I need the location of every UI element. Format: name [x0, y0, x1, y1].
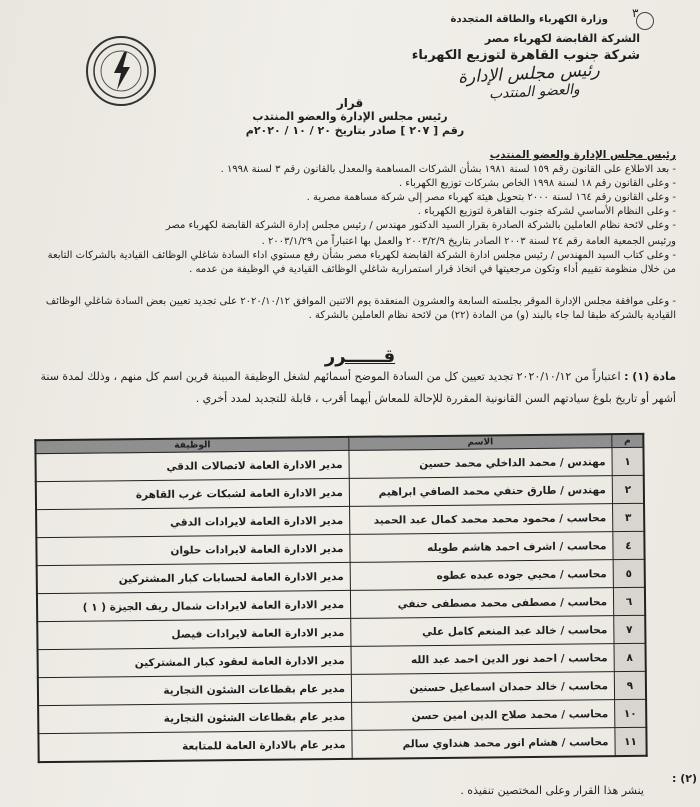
article-1 [16, 366, 676, 410]
row-job: مدير الادارة العامة لايرادات الدقي [36, 506, 350, 537]
decree-heading: قــــــرر [324, 346, 396, 367]
preamble-item: - وعلى القانون رقم ١٨ لسنة ١٩٩٨ الخاص بشركات توزيع الكهرباء . [398, 178, 676, 189]
row-num: ١ [612, 447, 644, 475]
row-job: مدير الادارة العامة لايرادات حلوان [36, 534, 350, 565]
row-job: مدير الادارة العامة لايرادات شمال ريف الجيزة ( ١ ) [37, 590, 351, 621]
row-job: مدير الادارة العامة لعقود كبار المشتركين [38, 646, 352, 677]
preamble-item: - وعلى القانون رقم ١٦٤ لسنة ٢٠٠٠ بتحويل هيئة كهرباء مصر إلى شركة مساهمة مصرية . [306, 192, 676, 203]
preamble-item: ورئيس الجمعية العامة رقم ٢٤ لسنة ٢٠٠٣ الصادر بتاريخ ٢٠٠٣/٢/٩ والعمل بها اعتباراً من ٢٠٠٣/١/٢٩ . [261, 236, 676, 247]
row-job: مدير عام بقطاعات الشئون التجارية [38, 702, 352, 733]
article-2-label: (٢) : [672, 772, 698, 785]
row-num: ١١ [615, 727, 647, 756]
row-name: محاسب / اشرف احمد هاشم طويله [350, 532, 613, 563]
subject-line: رئيس مجلس الإدارة والعضو المنتدب [489, 149, 676, 161]
header-job: الوظيفة [35, 437, 349, 454]
row-num: ٧ [614, 615, 646, 643]
preamble-item: - وعلى كتاب السيد المهندس / رئيس مجلس ادارة الشركة القابضة لكهرباء مصر بشأن رفع مستوي اداء السادة شاغلي الوظائف القيادية بالشركات التابعة من خلال منظومة تقييم أداء وتكون مرجعيتها في اتخاذ قرار استمرارية شاغلي الوظائف القيادية في الوظيفة من عدمه . [47, 250, 676, 275]
article-1-label: مادة (١) : [624, 370, 676, 383]
preamble-item: - وعلى موافقة مجلس الإدارة الموقر بجلسته السابعة والعشرون المنعقدة يوم الاثنين الموافق ٢٠٢٠/١٠/١٢ على تجديد تعيين بعض السادة شاغلي الوظائف القيادية بالشركة طبقا لما جاء بالبند (و) من المادة (٢٢) من لائحة نظام العاملين بالشركة . [45, 296, 676, 321]
row-job: مدير الادارة العامة لحسابات كبار المشتركين [37, 562, 351, 593]
row-num: ٣ [613, 503, 645, 531]
row-name: محاسب / محيي جوده عبده عطوه [350, 560, 613, 591]
row-name: محاسب / محمود محمد محمد كمال عبد الحميد [350, 504, 613, 535]
row-job: مدير عام بالادارة العامة للمتابعة [38, 730, 352, 762]
row-name: مهندس / محمد الداخلي محمد حسين [349, 448, 612, 479]
row-name: محاسب / احمد نور الدين احمد عبد الله [351, 644, 614, 675]
article-2-text: ينشر هذا القرار وعلى المختصين تنفيذه . [460, 784, 644, 797]
preamble-item: - بعد الاطلاع على القانون رقم ١٥٩ لسنة ١٩٨١ بشأن الشركات المساهمة والمعدل بالقانون رقم ٣ لسنة ١٩٩٨ . [220, 164, 676, 175]
appointments-table [34, 433, 647, 763]
row-num: ٤ [613, 531, 645, 559]
row-name: مهندس / طارق حنفي محمد الصافي ابراهيم [349, 476, 612, 507]
lightning-logo-icon [88, 38, 154, 104]
decision-issuer: رئيس مجلس الإدارة والعضو المنتدب [252, 110, 448, 123]
row-num: ٦ [613, 587, 645, 615]
row-job: مدير عام بقطاعات الشئون التجارية [38, 674, 352, 705]
table-row [38, 727, 646, 762]
company-logo [86, 36, 156, 106]
row-num: ٨ [614, 643, 646, 671]
handwritten-note-1: رئيس مجلس الإدارة [457, 60, 601, 88]
handwritten-note-2: والعضو المنتدب [488, 81, 581, 103]
ministry-name: وزارة الكهرباء والطاقة المتجددة [450, 14, 608, 25]
row-name: محاسب / خالد حمدان اسماعيل حسنين [351, 672, 614, 703]
row-num: ١٠ [615, 699, 647, 727]
row-num: ٢ [612, 475, 644, 503]
header-name: الاسم [349, 434, 612, 450]
row-name: محاسب / خالد عبد المنعم كامل علي [351, 616, 614, 647]
row-job: مدير الادارة العامة لاتصالات الدقي [35, 450, 349, 481]
preamble-item: - وعلى النظام الأساسي لشركة جنوب القاهرة لتوزيع الكهرباء . [417, 206, 676, 217]
row-job: مدير الادارة العامة لايرادات فيصل [37, 618, 351, 649]
row-job: مدير الادارة العامة لشبكات غرب القاهرة [36, 478, 350, 509]
article-1-text: اعتباراً من ٢٠٢٠/١٠/١٢ تجديد تعيين كل من السادة الموضح أسمائهم لشغل الوظيفة المبينة قرين اسم كل منهم ، وذلك لمدة سنة أشهر أو تاريخ بلوغ سيادتهم السن القانونية المقررة للإحالة للمعاش أيهما أقرب ، قابلة للتجديد لمدد أخري . [40, 370, 676, 405]
holding-company-name: الشركة القابضة لكهرباء مصر [484, 32, 640, 45]
row-num: ٥ [613, 559, 645, 587]
row-name: محاسب / مصطفى محمد مصطفى حنفي [350, 588, 613, 619]
row-name: محاسب / محمد صلاح الدين امين حسن [352, 700, 615, 731]
decision-number: رقم [ ٢٠٧ ] صادر بتاريخ ٢٠ / ١٠ / ٢٠٢٠م [245, 124, 465, 137]
row-name: محاسب / هشام انور محمد هنداوي سالم [352, 728, 615, 759]
row-num: ٩ [614, 671, 646, 699]
decision-title: قرار [336, 96, 364, 110]
punch-hole [636, 12, 654, 30]
preamble-item: - وعلى لائحة نظام العاملين بالشركة الصادرة بقرار السيد الدكتور مهندس / رئيس مجلس إدارة الشركة القابضة لكهرباء مصر [165, 220, 676, 231]
corner-mark: ٣ [632, 6, 639, 20]
company-name: شركة جنوب القاهرة لتوزيع الكهرباء [411, 48, 640, 63]
header-num: م [612, 434, 644, 448]
